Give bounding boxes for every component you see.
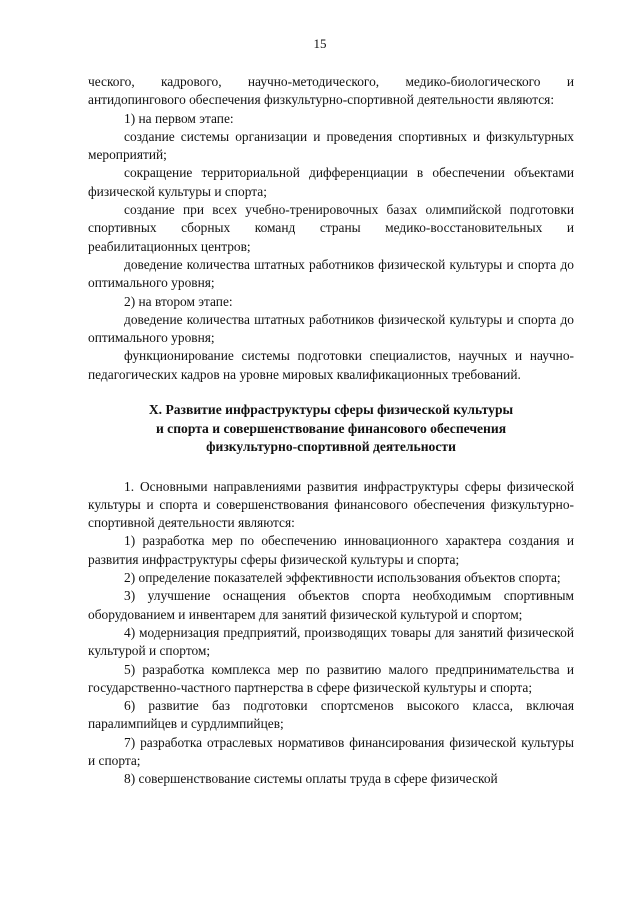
list-item: создание при всех учебно-тренировочных базах олимпийской подготовки спортивных сборных команд страны медико-восстановительных и реабилитационных центров; (88, 202, 574, 254)
list-item: доведение количества штатных работников физической культуры и спорта до оптимального уровня; (88, 311, 574, 346)
list-item: 2) на втором этапе: (124, 293, 233, 309)
list-item: доведение количества штатных работников физической культуры и спорта до оптимального уровня; (88, 256, 574, 291)
list-item: 4) модернизация предприятий, производящих товары для занятий физической культурой и спортом; (88, 624, 574, 659)
paragraph-continuation: ческого, кадрового, научно-методического, медико-биологического и антидопингового обеспечения физкультурно-спортивной деятельности являются: (88, 74, 574, 108)
section-heading (88, 401, 574, 457)
list-item: 1) на первом этапе: (124, 110, 234, 126)
list-item: создание системы организации и проведения спортивных и физкультурных мероприятий; (88, 128, 574, 163)
document-body (88, 73, 574, 789)
list-item: 5) разработка комплекса мер по развитию малого предпринимательства и государственно-частного партнерства в сфере физической культуры и спорта; (88, 661, 574, 695)
list-item: 6) развитие баз подготовки спортсменов высокого класса, включая паралимпийцев и сурдлимпийцев; (88, 698, 574, 732)
list-item: 7) разработка отраслевых нормативов финансирования физической культуры и спорта; (88, 734, 574, 768)
list-item: 2) определение показателей эффективности использования объектов спорта; (124, 570, 561, 586)
section-heading-line: и спорта и совершенствование финансового обеспечения (155, 420, 507, 436)
list-item: 3) улучшение оснащения объектов спорта необходимым спортивным оборудованием и инвентарем для занятий физической культурой и спортом; (88, 588, 574, 622)
page-number: 15 (313, 36, 327, 51)
list-item: 8) совершенствование системы оплаты труда в сфере физической (124, 771, 498, 787)
section-heading-line: X. Развитие инфраструктуры сферы физической культуры (148, 402, 514, 418)
list-item: сокращение территориальной дифференциации в обеспечении объектами физической культуры и спорта; (88, 165, 574, 199)
list-item: 1) разработка мер по обеспечению инновационного характера создания и развития инфраструктуры сферы физической культуры и спорта; (88, 533, 574, 567)
paragraph-intro: 1. Основными направлениями развития инфраструктуры сферы физической культуры и спорта и совершенствования финансового обеспечения физкультурно-спортивной деятельности являются: (88, 478, 574, 531)
section-heading-line: физкультурно-спортивной деятельности (206, 439, 456, 455)
list-item: функционирование системы подготовки специалистов, научных и научно-педагогических кадров на уровне мировых квалификационных требований. (88, 348, 574, 382)
